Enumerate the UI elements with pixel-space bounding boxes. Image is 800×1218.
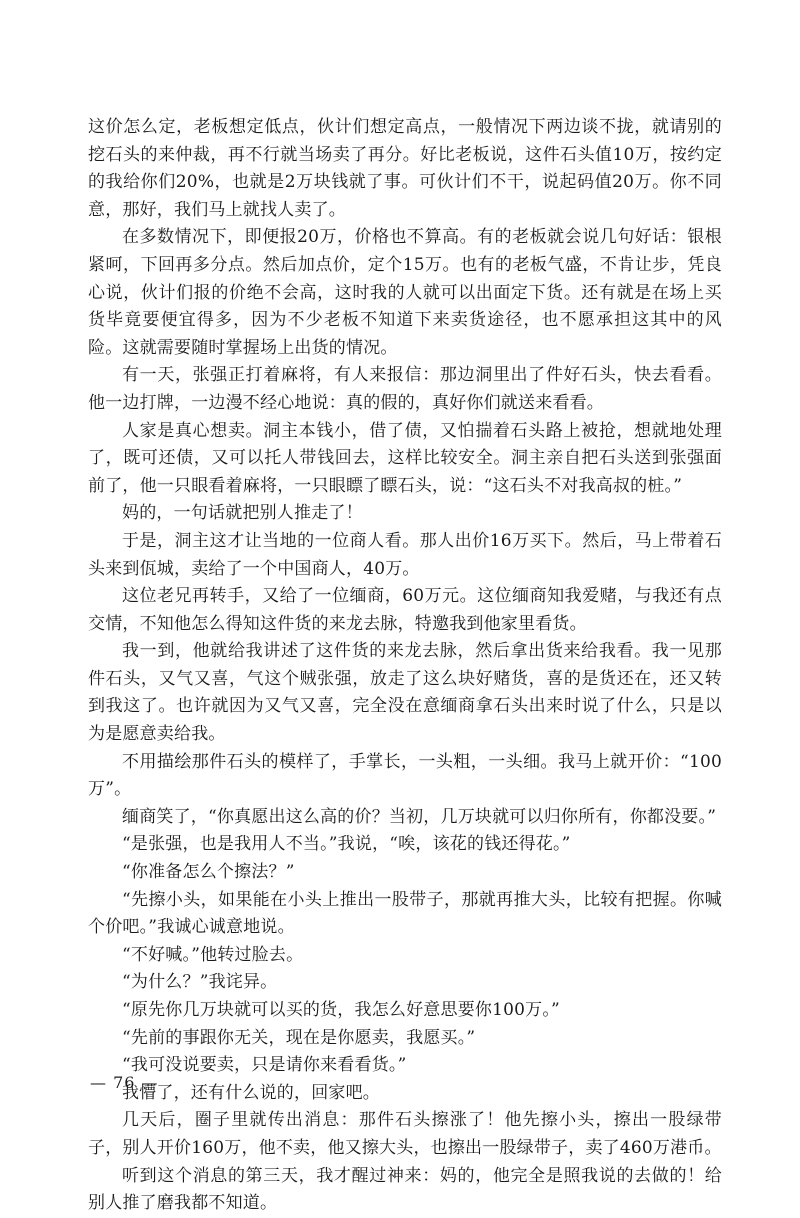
paragraph-20: 几天后，圈子里就传出消息：那件石头擦涨了！他先擦小头，擦出一股绿带子，别人开价160万，他不卖，他又擦大头，也擦出一股绿带子，卖了460万港币。 — [88, 1110, 722, 1158]
paragraph-6: 于是，洞主这才让当地的一位商人看。那人出价16万买下。然后，马上带着石头来到佤城，卖给了一个中国商人，40万。 — [88, 530, 722, 579]
paragraph-2: 在多数情况下，即便报20万，价格也不算高。有的老板就会说几句好话：银根紧呵，下回再多分点。然后加点价，定个15万。也有的老板气盛，不肯让步，凭良心说，伙计们报的价绝不会高，这时我的人就可以出面定下货。还有就是在场上买货毕竟要便宜得多，因为不少老板不知道下来卖货途径，也不愿承担这其中的风险。这就需要随时掌握场上出货的情况。 — [88, 227, 722, 358]
paragraph-14: “不好喊。”他转过脸去。 — [122, 944, 304, 965]
paragraph-19: 我懵了，还有什么说的，回家吧。 — [122, 1082, 380, 1103]
paragraph-11: “是张强，也是我用人不当。”我说，“唉，该花的钱还得花。” — [122, 834, 571, 855]
paragraph-12: “你准备怎么个擦法？” — [122, 862, 295, 883]
paragraph-1: 这价怎么定，老板想定低点，伙计们想定高点，一般情况下两边谈不拢，就请别的挖石头的来仲裁，再不行就当场卖了再分。好比老板说，这件石头值10万，按约定的我给你们20%，也就是2万块钱就了事。可伙计们不干，说起码值20万。你不同意，那好，我们马上就找人卖了。 — [88, 117, 722, 220]
paragraph-16: “原先你几万块就可以买的货，我怎么好意思要你100万。” — [122, 1000, 560, 1020]
paragraph-5: 妈的，一句话就把别人推走了！ — [122, 503, 363, 524]
paragraph-7: 这位老兄再转手，又给了一位缅商，60万元。这位缅商知我爱赌，与我还有点交情，不知他怎么得知这件货的来龙去脉，特邀我到他家里看货。 — [88, 586, 722, 634]
paragraph-18: “我可没说要卖，只是请你来看看货。” — [122, 1055, 407, 1076]
paragraph-3: 有一天，张强正打着麻将，有人来报信：那边洞里出了件好石头，快去看看。他一边打牌，一边漫不经心地说：真的假的，真好你们就送来看看。 — [88, 365, 722, 413]
paragraph-8: 我一到，他就给我讲述了这件货的来龙去脉，然后拿出货来给我看。我一见那件石头，又气又喜，气这个贼张强，放走了这么块好赌货，喜的是货还在，还又转到我这了。也许就因为又气又喜，完全没在意缅商拿石头出来时说了什么，只是以为是愿意卖给我。 — [88, 641, 722, 745]
paragraph-17: “先前的事跟你无关，现在是你愿卖，我愿买。” — [122, 1027, 476, 1048]
paragraph-15: “为什么？”我诧异。 — [122, 972, 278, 993]
paragraph-13: “先擦小头，如果能在小头上推出一股带子，那就再推大头，比较有把握。你喊个价吧。”我诚心诚意地说。 — [88, 889, 722, 938]
body-text — [88, 114, 722, 1218]
page-number: — 76 — — [90, 1073, 159, 1092]
paragraph-10: 缅商笑了，“你真愿出这么高的价？当初，几万块就可以归你所有，你都没要。” — [122, 806, 717, 827]
paragraph-21: 听到这个消息的第三天，我才醒过神来：妈的，他完全是照我说的去做的！给别人推了磨我都不知道。 — [88, 1165, 722, 1214]
paragraph-4: 人家是真心想卖。洞主本钱小，借了债，又怕揣着石头路上被抢，想就地处理了，既可还债，又可以托人带钱回去，这样比较安全。洞主亲自把石头送到张强面前了，他一只眼看着麻将，一只眼瞟了瞟石头，说：“这石头不对我高叔的桩。” — [88, 420, 722, 496]
paragraph-9: 不用描绘那件石头的模样了，手掌长，一头粗，一头细。我马上就开价：“100万”。 — [88, 751, 722, 800]
